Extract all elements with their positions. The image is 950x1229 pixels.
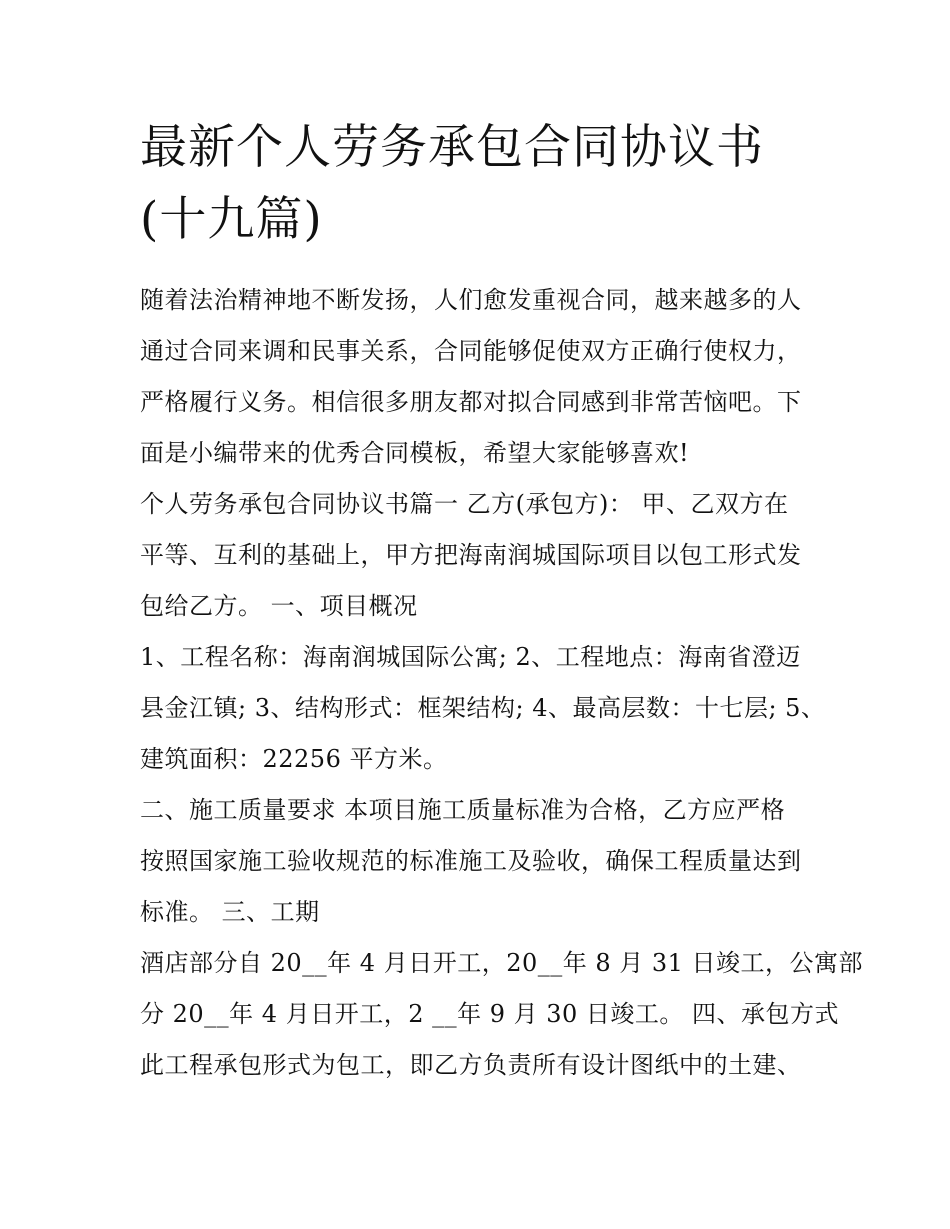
- body-line-12: 按照国家施工验收规范的标准施工及验收，确保工程质量达到: [140, 847, 802, 875]
- body-line-13: 标准。 三、工期: [140, 898, 320, 926]
- title-line-2: (十九篇): [140, 192, 323, 247]
- body-line-1: 随着法治精神地不断发扬，人们愈发重视合同，越来越多的人: [140, 286, 802, 314]
- document-title: [140, 112, 840, 256]
- body-line-3: 严格履行义务。相信很多朋友都对拟合同感到非常苦恼吧。下: [140, 388, 802, 416]
- body-line-14: 酒店部分自 20__年 4 月日开工，20__年 8 月 31 日竣工，公寓部: [140, 949, 864, 977]
- body-line-9: 县金江镇; 3、结构形式：框架结构; 4、最高层数：十七层; 5、: [140, 694, 826, 722]
- body-line-4: 面是小编带来的优秀合同模板，希望大家能够喜欢!: [140, 439, 690, 467]
- body-line-7: 包给乙方。 一、项目概况: [140, 592, 418, 620]
- body-line-8: 1、工程名称：海南润城国际公寓; 2、工程地点：海南省澄迈: [140, 643, 801, 671]
- body-line-5: 个人劳务承包合同协议书篇一 乙方(承包方)： 甲、乙双方在: [140, 490, 789, 518]
- body-line-2: 通过合同来调和民事关系，合同能够促使双方正确行使权力，: [140, 337, 802, 365]
- body-line-16: 此工程承包形式为包工，即乙方负责所有设计图纸中的土建、: [140, 1051, 802, 1079]
- body-line-15: 分 20__年 4 月日开工，2 __年 9 月 30 日竣工。 四、承包方式: [140, 1000, 840, 1028]
- title-line-1: 最新个人劳务承包合同协议书: [140, 120, 764, 175]
- body-line-10: 建筑面积：22256 平方米。: [140, 745, 448, 773]
- body-line-6: 平等、互利的基础上，甲方把海南润城国际项目以包工形式发: [140, 541, 802, 569]
- body-line-11: 二、施工质量要求 本项目施工质量标准为合格，乙方应严格: [140, 796, 786, 824]
